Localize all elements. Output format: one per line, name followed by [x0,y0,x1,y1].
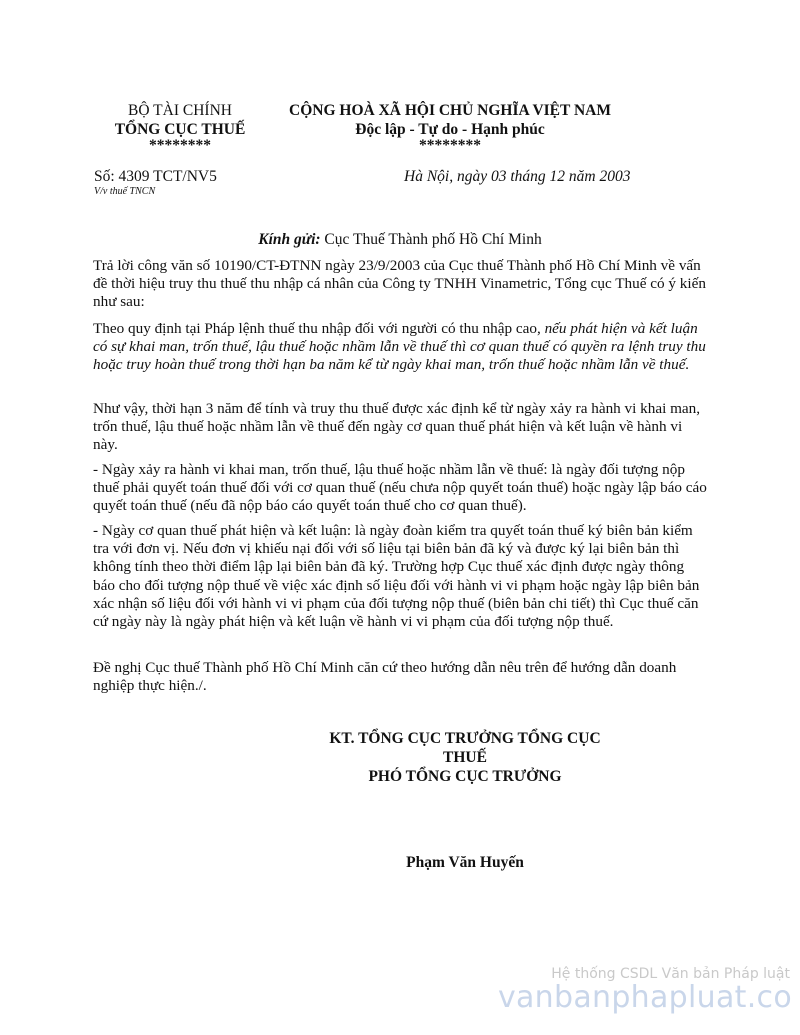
signature-block [300,729,630,786]
paragraph-6: Đề nghị Cục thuế Thành phố Hồ Chí Minh căn cứ theo hướng dẫn nêu trên để hướng dẫn doanh nghiệp thực hiện./. [93,659,677,695]
header-left [80,101,280,153]
watermark-site: vanbanphapluat.co [497,980,792,1015]
doc-subject: V/v thuế TNCN [94,186,156,197]
header-right [270,101,630,153]
ministry-name: BỘ TÀI CHÍNH [128,102,232,119]
paragraph-4: - Ngày xảy ra hành vi khai man, trốn thuế, lậu thuế hoặc nhầm lẫn về thuế: là ngày đối tượng nộp thuế phải quyết toán thuế đối với cơ quan thuế (nếu chưa nộp quyết toán thuế) hoặc ngày lập báo cáo quyết toán thuế (nếu đã nộp báo cáo quyết toán thuế cho cơ quan thuế). [93,461,707,515]
signature-title-line1: KT. TỔNG CỤC TRƯỞNG TỔNG CỤC [329,730,601,747]
signature-title-line3: PHÓ TỔNG CỤC TRƯỞNG [368,768,562,785]
nation-title: CỘNG HOÀ XÃ HỘI CHỦ NGHĨA VIỆT NAM [289,102,611,119]
doc-number: Số: 4309 TCT/NV5 [94,168,217,185]
paragraph-2-italic: nếu phát hiện và kết luận có sự khai man, trốn thuế, lậu thuế hoặc nhầm lẫn về thuế thì cơ quan thuế có quyền ra lệnh truy thu hoặc truy hoàn thuế trong thời hạn ba năm kể từ ngày khai man, trốn thuế hoặc nhầm lẫn về thuế. [93,320,706,374]
place-date: Hà Nội, ngày 03 tháng 12 năm 2003 [404,168,631,185]
header-right-stars: ******** [419,137,481,154]
paragraph-5: - Ngày cơ quan thuế phát hiện và kết luận: là ngày đoàn kiểm tra quyết toán thuế ký biên bản kiểm tra với đơn vị. Nếu đơn vị khiếu nại đối với số liệu tại biên bản đã ký và được ký lại biên bản thì không tính theo thời điểm lập lại biên bản đã ký. Trường hợp Cục thuế xác định được ngày thông báo cho đối tượng nộp thuế về việc xác định số liệu đối với hành vi vi phạm hoặc ngày lập biên bản xác nhận số liệu đối với hành vi vi phạm của đối tượng nộp thuế (biên bản chi tiết) thì Cục thuế căn cứ ngày này là ngày phát hiện và kết luận về hành vi vi phạm của đối tượng nộp thuế. [93,522,700,631]
signature-title-line2: THUẾ [443,749,487,766]
recipient-name: Cục Thuế Thành phố Hồ Chí Minh [324,231,542,248]
paragraph-2 [93,320,707,375]
paragraph-1: Trả lời công văn số 10190/CT-ĐTNN ngày 23/9/2003 của Cục thuế Thành phố Hồ Chí Minh về vấn đề thời hiệu truy thu thuế thu nhập cá nhân của Công ty TNHH Vinametric, Tổng cục Thuế có ý kiến như sau: [93,257,706,311]
recipient-label: Kính gửi: [258,231,321,248]
motto: Độc lập - Tự do - Hạnh phúc [355,121,545,138]
watermark-caption: Hệ thống CSDL Văn bản Pháp luật [551,966,790,982]
paragraph-2-normal: Theo quy định tại Pháp lệnh thuế thu nhập đối với người có thu nhập cao, [93,320,545,337]
header-left-stars: ******** [149,137,211,154]
paragraph-3: Như vậy, thời hạn 3 năm để tính và truy thu thuế được xác định kể từ ngày xảy ra hành vi khai man, trốn thuế, lậu thuế hoặc nhầm lẫn về thuế đến ngày cơ quan thuế phát hiện và kết luận về hành vi này. [93,400,701,454]
signer-name: Phạm Văn Huyến [406,854,524,871]
department-name: TỔNG CỤC THUẾ [114,121,246,138]
recipient-line [100,231,700,249]
